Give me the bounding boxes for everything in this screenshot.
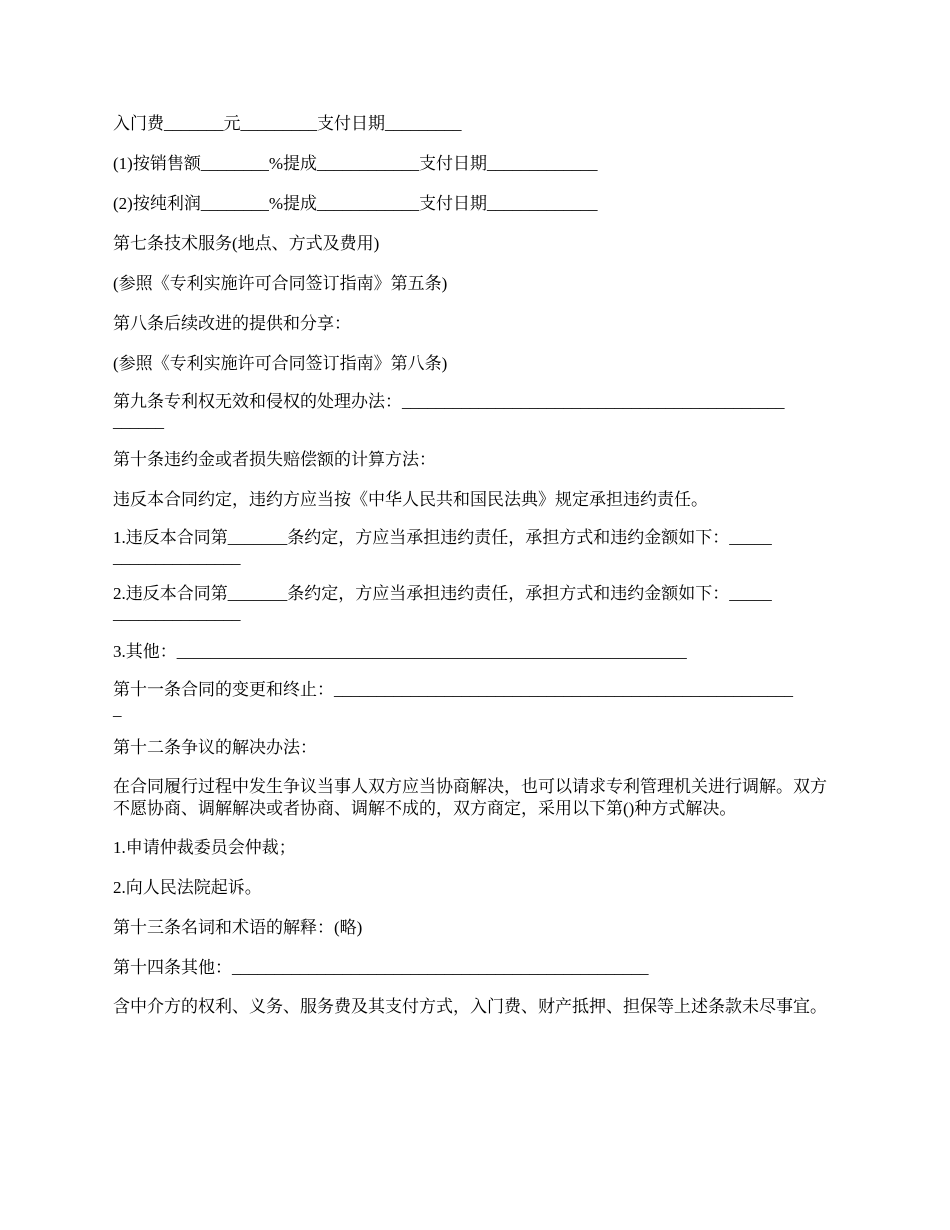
entry-fee-line: 入门费_______元_________支付日期_________ [113, 114, 462, 133]
article-13-line: 第十三条名词和术语的解释：(略) [113, 918, 363, 937]
article-8-heading: 第八条后续改进的提供和分享： [113, 314, 351, 333]
article-11-line: 第十一条合同的变更和终止：______________________________________________________ _ [113, 680, 793, 719]
dispute-option-1: 1.申请仲裁委员会仲裁； [113, 838, 296, 857]
article-8-reference: (参照《专利实施许可合同签订指南》第八条) [113, 354, 448, 373]
article-14-detail: 含中介方的权利、义务、服务费及其支付方式，入门费、财产抵押、担保等上述条款未尽事宜。 [113, 997, 827, 1016]
article-9-line: 第九条专利权无效和侵权的处理办法：_____________________________________________ ______ [113, 392, 785, 431]
breach-clause-2: 2.违反本合同第_______条约定，方应当承担违约责任，承担方式和违约金额如下：_____ _______________ [113, 584, 772, 623]
article-12-heading: 第十二条争议的解决办法： [113, 738, 317, 757]
sales-commission-line: (1)按销售额________%提成____________支付日期_____________ [113, 154, 598, 173]
breach-clause-1: 1.违反本合同第_______条约定，方应当承担违约责任，承担方式和违约金额如下：_____ _______________ [113, 528, 772, 567]
article-7-reference: (参照《专利实施许可合同签订指南》第五条) [113, 274, 448, 293]
article-10-heading: 第十条违约金或者损失赔偿额的计算方法： [113, 450, 436, 469]
dispute-option-2: 2.向人民法院起诉。 [113, 878, 262, 897]
net-profit-commission-line: (2)按纯利润________%提成____________支付日期_____________ [113, 194, 598, 213]
article-10-statement: 违反本合同约定，违约方应当按《中华人民共和国民法典》规定承担违约责任。 [113, 490, 708, 509]
article-12-statement: 在合同履行过程中发生争议当事人双方应当协商解决，也可以请求专利管理机关进行调解。双方不愿协商、调解解决或者协商、调解不成的，双方商定，采用以下第()种方式解决。 [113, 777, 827, 818]
article-7-heading: 第七条技术服务(地点、方式及费用) [113, 234, 380, 253]
breach-clause-other: 3.其他：____________________________________________________________ [113, 642, 687, 661]
document-body [113, 112, 843, 1034]
article-14-line: 第十四条其他：_________________________________________________ [113, 958, 649, 977]
